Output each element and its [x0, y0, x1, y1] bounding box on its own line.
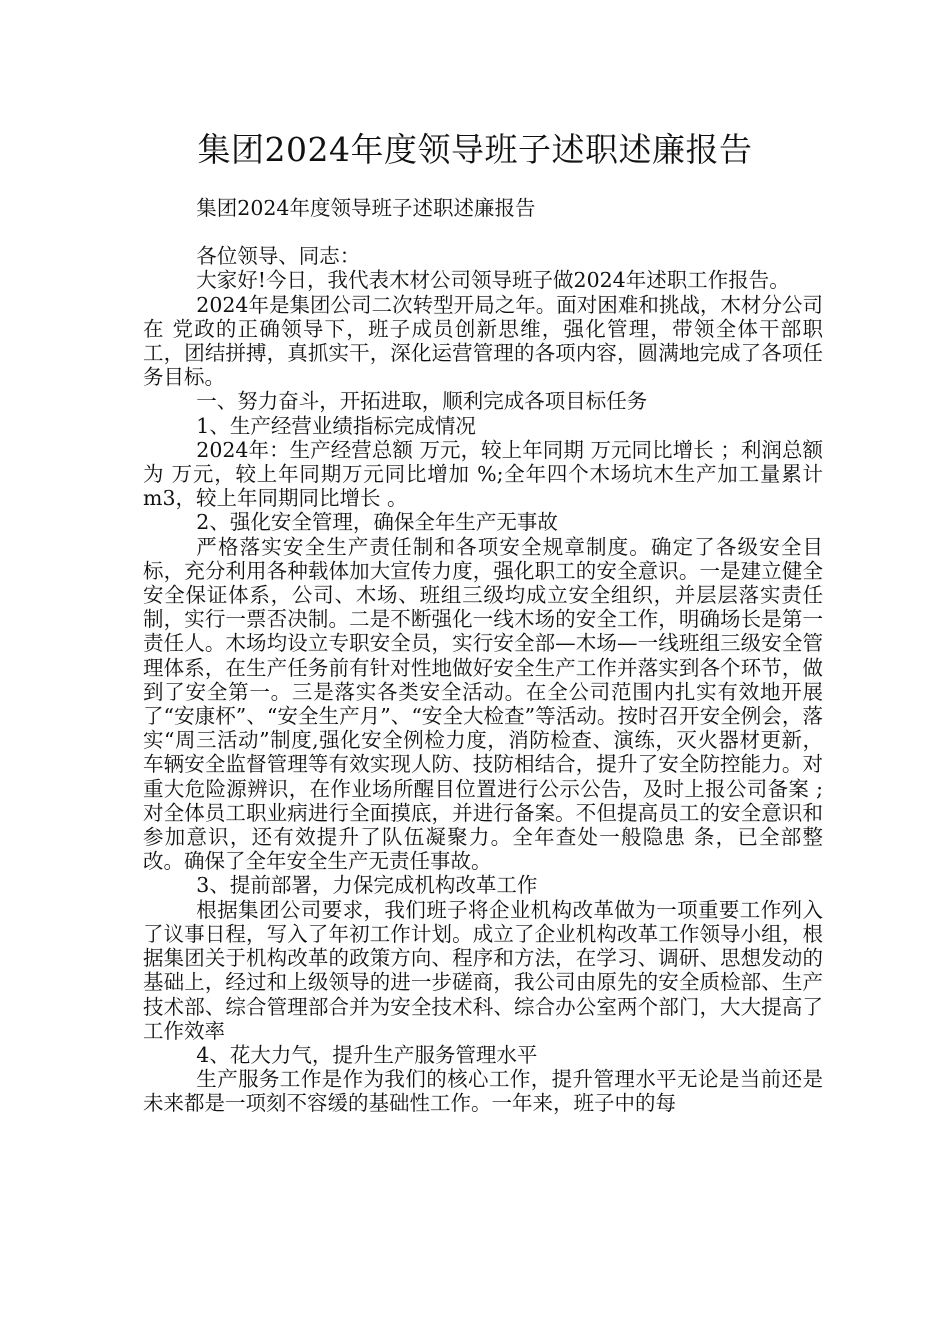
subsection-heading-2: 2、强化安全管理，确保全年生产无事故 — [196, 510, 558, 535]
paragraph-reform: 根据集团公司要求，我们班子将企业机构改革做为一项重要工作列入了议事日程，写入了年初工作计划。成立了企业机构改革工作领导小组，根据集团关于机构改革的政策方向、程序和方法，在学习、调研、思想发动的基础上，经过和上级领导的进一步磋商，我公司由原先的安全质检部、生产技术部、综合管理部合并为安全技术科、综合办公室两个部门，大大提高了工作效率 — [143, 897, 823, 1043]
subsection-heading-4: 4、花大力气，提升生产服务管理水平 — [196, 1042, 538, 1067]
section-heading-1: 一、努力奋斗，开拓进取，顺利完成各项目标任务 — [196, 389, 648, 414]
subsection-heading-3: 3、提前部署，力保完成机构改革工作 — [196, 873, 538, 898]
salutation: 各位领导、同志： — [196, 244, 361, 269]
document-title: 集团2024年度领导班子述职述廉报告 — [197, 130, 753, 169]
subsection-heading-1: 1、生产经营业绩指标完成情况 — [196, 413, 476, 438]
paragraph-performance: 2024年：生产经营总额 万元，较上年同期 万元同比增长 ；利润总额为 万元，较上年同期万元同比增加 %;全年四个木场坑木生产加工量累计 m3，较上年同期同比增长 。 — [143, 437, 823, 511]
paragraph-intro: 2024年是集团公司二次转型开局之年。面对困难和挑战，木材分公司在 党政的正确领导下，班子成员创新思维，强化管理，带领全体干部职工，团结拼搏，真抓实干，深化运营管理的各项内容，圆满地完成了各项任务目标。 — [143, 292, 823, 390]
paragraph-safety: 严格落实安全生产责任制和各项安全规章制度。确定了各级安全目标，充分利用各种载体加大宣传力度，强化职工的安全意识。一是建立健全安全保证体系，公司、木场、班组三级均成立安全组织，并层层落实责任制，实行一票否决制。二是不断强化一线木场的安全工作，明确场长是第一责任人。木场均设立专职安全员，实行安全部—木场—一线班组三级安全管理体系，在生产任务前有针对性地做好安全生产工作并落实到各个环节，做到了安全第一。三是落实各类安全活动。在全公司范围内扎实有效地开展了“安康杯”、“安全生产月”、“安全大检查”等活动。按时召开安全例会，落实“周三活动”制度,强化安全例检力度，消防检查、演练，灭火器材更新，车辆安全监督管理等有效实现人防、技防相结合，提升了安全防控能力。对重大危险源辨识，在作业场所醒目位置进行公示公告，及时上报公司备案 ;对全体员工职业病进行全面摸底，并进行备案。不但提高员工的安全意识和参加意识，还有效提升了队伍凝聚力。全年查处一般隐患 条，已全部整改。确保了全年安全生产无责任事故。 — [143, 534, 823, 874]
paragraph-greeting: 大家好!今日，我代表木材公司领导班子做2024年述职工作报告。 — [196, 268, 790, 293]
document-subtitle: 集团2024年度领导班子述职述廉报告 — [196, 196, 536, 220]
document-body — [143, 196, 823, 1116]
paragraph-service: 生产服务工作是作为我们的核心工作，提升管理水平无论是当前还是未来都是一项刻不容缓的基础性工作。一年来，班子中的每 — [143, 1067, 823, 1116]
